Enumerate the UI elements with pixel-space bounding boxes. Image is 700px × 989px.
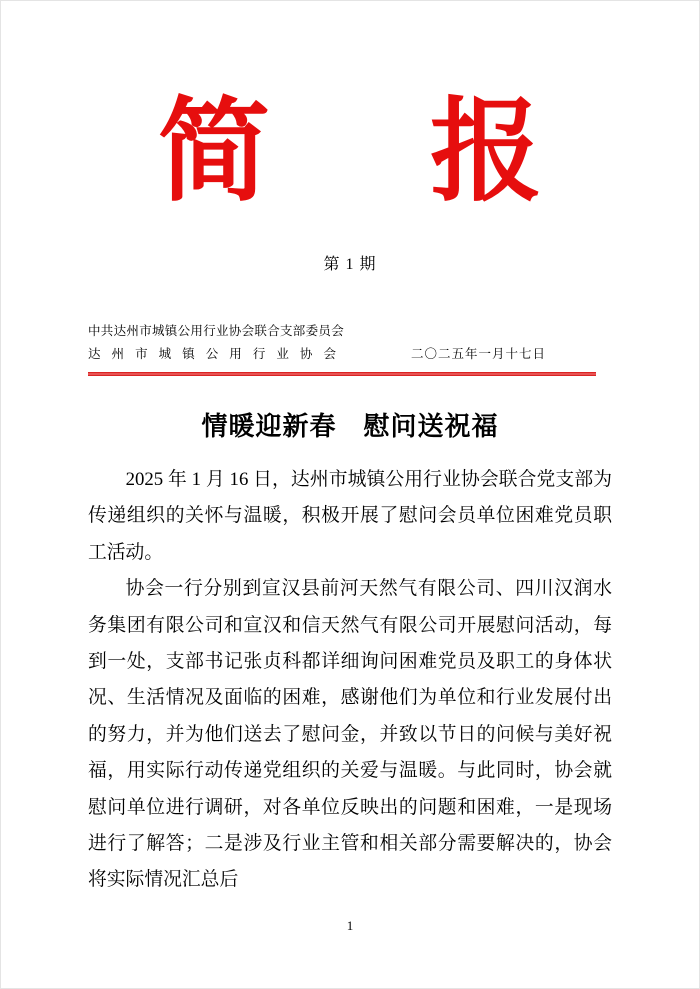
- article-paragraph-1: 2025 年 1 月 16 日，达州市城镇公用行业协会联合党支部为传递组织的关怀与温暖，积极开展了慰问会员单位困难党员职工活动。: [88, 469, 612, 563]
- letterhead-second-row: [88, 343, 612, 366]
- article-paragraph-2: 协会一行分别到宣汉县前河天然气有限公司、四川汉润水务集团有限公司和宣汉和信天然气有限公司开展慰问活动，每到一处，支部书记张贞科都详细询问困难党员及职工的身体状况、生活情况及面临的困难，感谢他们为单位和行业发展付出的努力，并为他们送去了慰问金，并致以节日的问候与美好祝福，用实际行动传递党组织的关爱与温暖。与此同时，协会就慰问单位进行调研，对各单位反映出的问题和困难，一是现场进行了解答；二是涉及行业主管和相关部分需要解决的，协会将实际情况汇总后: [88, 578, 612, 891]
- masthead-char-left: 简: [158, 91, 270, 215]
- org-name-association: 达州市城镇公用行业协会: [88, 347, 336, 361]
- article-body: [88, 462, 612, 899]
- document-content: [88, 1, 612, 899]
- letterhead: [88, 320, 612, 366]
- masthead-title: [88, 1, 612, 215]
- page-number: 1: [346, 918, 354, 933]
- masthead-char-right: 报: [430, 91, 542, 215]
- article-headline: 情暖迎新春 慰问送祝福: [201, 412, 499, 441]
- org-name-party-branch: 中共达州市城镇公用行业协会联合支部委员会: [88, 324, 345, 338]
- issue-date: 二〇二五年一月十七日: [410, 347, 546, 361]
- red-divider-rule: [88, 372, 596, 376]
- issue-number: 第 1 期: [323, 256, 377, 273]
